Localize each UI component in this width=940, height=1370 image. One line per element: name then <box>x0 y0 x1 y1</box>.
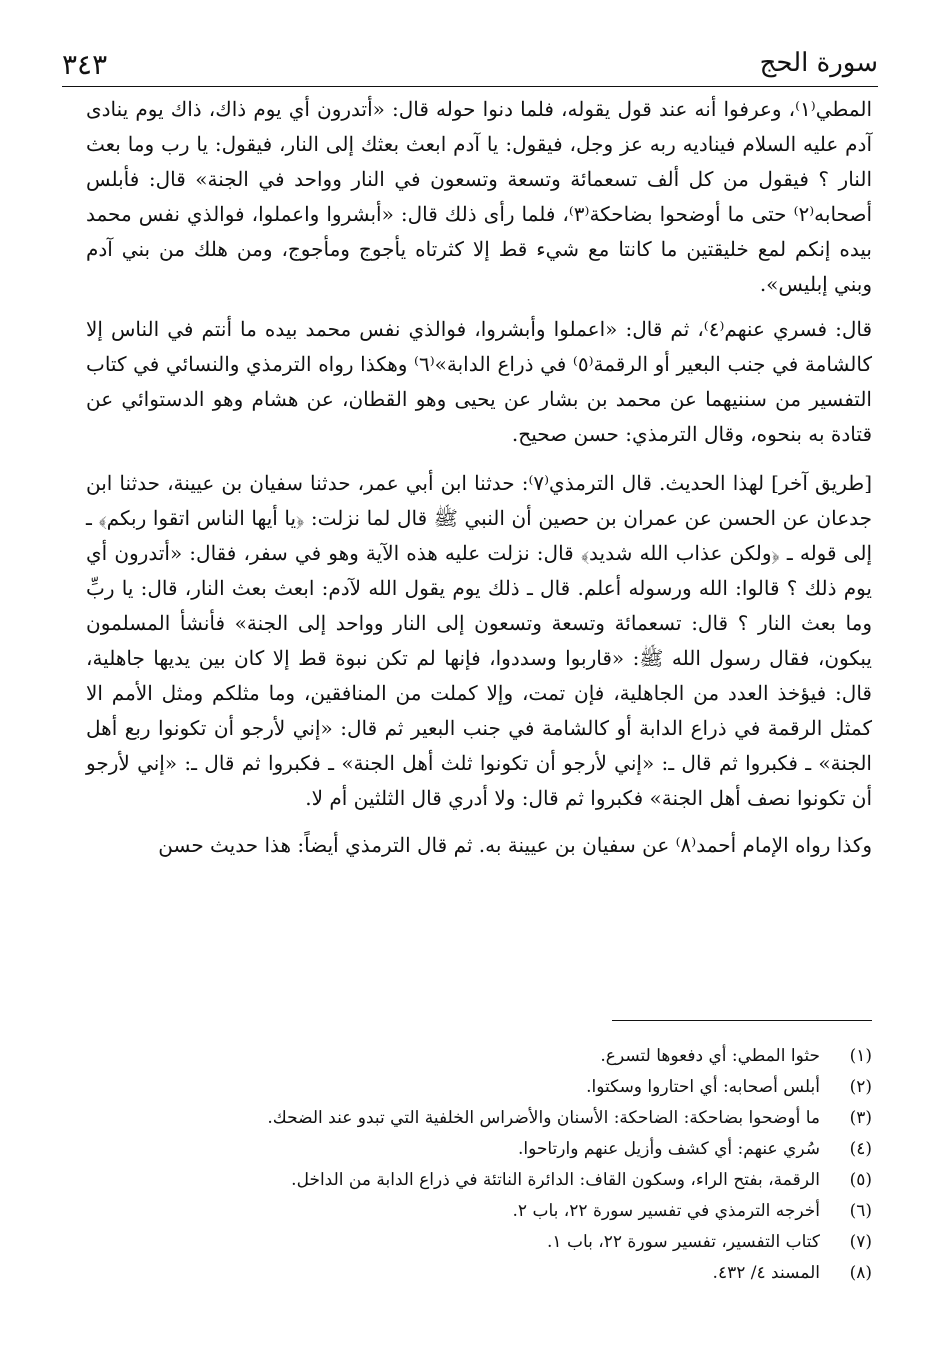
footnote <box>86 1226 872 1257</box>
footnote-text: أخرجه الترمذي في تفسير سورة ٢٢، باب ٢. <box>512 1200 820 1221</box>
footnote-text: سُري عنهم: أي كشف وأزيل عنهم وارتاحوا. <box>517 1138 820 1159</box>
footnote-number: (٨) <box>849 1262 872 1283</box>
footnote-text: الرقمة، بفتح الراء، وسكون القاف: الدائرة الناتئة في ذراع الدابة من الداخل. <box>291 1169 820 1190</box>
header-rule <box>62 86 878 87</box>
footnote <box>86 1133 872 1164</box>
paragraph-3: [طريق آخر] لهذا الحديث. قال الترمذي⁽٧⁾: حدثنا ابن أبي عمر، حدثنا سفيان بن عيينة، حدثنا ابن جدعان عن الحسن عن عمران بن حصين أن النبي ﷺ قال لما نزلت: ﴿يا أيها الناس اتقوا ربكم﴾ ـ إلى قوله ـ ﴿ولكن عذاب الله شديد﴾ قال: نزلت عليه هذه الآية وهو في سفر، فقال: «أتدرون أي يوم ذلك ؟ قالوا: الله ورسوله أعلم. قال ـ ذلك يوم يقول الله لآدم: ابعث بعث النار، قال: يا ربِّ وما بعث النار ؟ قال: تسعمائة وتسعة وتسعون إلى النار وواحد إلى الجنة» فأنشأ المسلمون يبكون، فقال رسول الله ﷺ: «قاربوا وسددوا، فإنها لم تكن نبوة قط إلا كان بين يديها جاهلية، قال: فيؤخذ العدد من الجاهلية، فإن تمت، وإلا كملت من المنافقين، وما مثلكم ومثل الأمم الا كمثل الرقمة في ذراع الدابة أو كالشامة في جنب البعير ثم قال: «إني لأرجو أن تكونوا ربع أهل الجنة» ـ فكبروا ثم قال ـ: «إني لأرجو أن تكونوا ثلث أهل الجنة» ـ فكبروا ثم قال ـ: «إني لأرجو أن تكونوا نصف أهل الجنة» فكبروا ثم قال: ولا أدري قال الثلثين أم لا. <box>86 471 872 810</box>
footnotes <box>86 1040 872 1288</box>
footnote-number: (١) <box>849 1045 872 1066</box>
footnote-text: كتاب التفسير، تفسير سورة ٢٢، باب ١. <box>547 1231 820 1252</box>
footnote-separator <box>612 1020 872 1021</box>
footnote-number: (٣) <box>849 1107 872 1128</box>
footnote <box>86 1102 872 1133</box>
footnote <box>86 1257 872 1288</box>
page-header <box>62 48 878 88</box>
footnote <box>86 1071 872 1102</box>
footnote-number: (٢) <box>849 1076 872 1097</box>
footnote-number: (٥) <box>849 1169 872 1190</box>
footnote <box>86 1164 872 1195</box>
main-text <box>86 92 872 863</box>
page-number: ٣٤٣ <box>62 48 108 81</box>
surah-title: سورة الحج <box>759 48 878 78</box>
paragraph-2: قال: فسري عنهم⁽٤⁾، ثم قال: «اعملوا وأبشروا، فوالذي نفس محمد بيده ما أنتم في الناس إلا كالشامة في جنب البعير أو الرقمة⁽٥⁾ في ذراع الدابة»⁽٦⁾ وهكذا رواه الترمذي والنسائي في كتاب التفسير من سننيهما عن محمد بن بشار عن يحيى وهو القطان، عن هشام وهو الدستوائي عن قتادة به بنحوه، وقال الترمذي: حسن صحيح. <box>86 317 873 446</box>
paragraph-1: المطي⁽١⁾، وعرفوا أنه عند قول يقوله، فلما دنوا حوله قال: «أتدرون أي يوم ذاك، ذاك يوم ينادى آدم عليه السلام فيناديه ربه عز وجل، فيقول: يا آدم ابعث بعثك إلى النار، فيقول: يا رب وما بعث النار ؟ فيقول من كل ألف تسعمائة وتسعة وتسعون في النار وواحد في الجنة» قال: فأبلس أصحابه⁽٢⁾ حتى ما أوضحوا بضاحكة⁽٣⁾، فلما رأى ذلك قال: «أبشروا واعملوا، فوالذي نفس محمد بيده إنكم لمع خليقتين ما كانتا مع شيء قط إلا كثرتاه يأجوج ومأجوج، ومن هلك من بني آدم وبني إبليس». <box>86 97 872 296</box>
footnote-number: (٦) <box>849 1200 872 1221</box>
footnote-text: المسند ٤/ ٤٣٢. <box>712 1262 820 1283</box>
footnote-number: (٧) <box>849 1231 872 1252</box>
footnote <box>86 1195 872 1226</box>
footnote-text: ما أوضحوا بضاحكة: الضاحكة: الأسنان والأضراس الخلفية التي تبدو عند الضحك. <box>267 1107 820 1128</box>
paragraph-4: وكذا رواه الإمام أحمد⁽٨⁾ عن سفيان بن عيينة به. ثم قال الترمذي أيضاً: هذا حديث حسن <box>158 833 872 857</box>
footnote-text: أبلس أصحابه: أي احتاروا وسكتوا. <box>586 1076 820 1097</box>
footnote-text: حثوا المطي: أي دفعوها لتسرع. <box>600 1045 820 1066</box>
footnote <box>86 1040 872 1071</box>
footnote-number: (٤) <box>849 1138 872 1159</box>
